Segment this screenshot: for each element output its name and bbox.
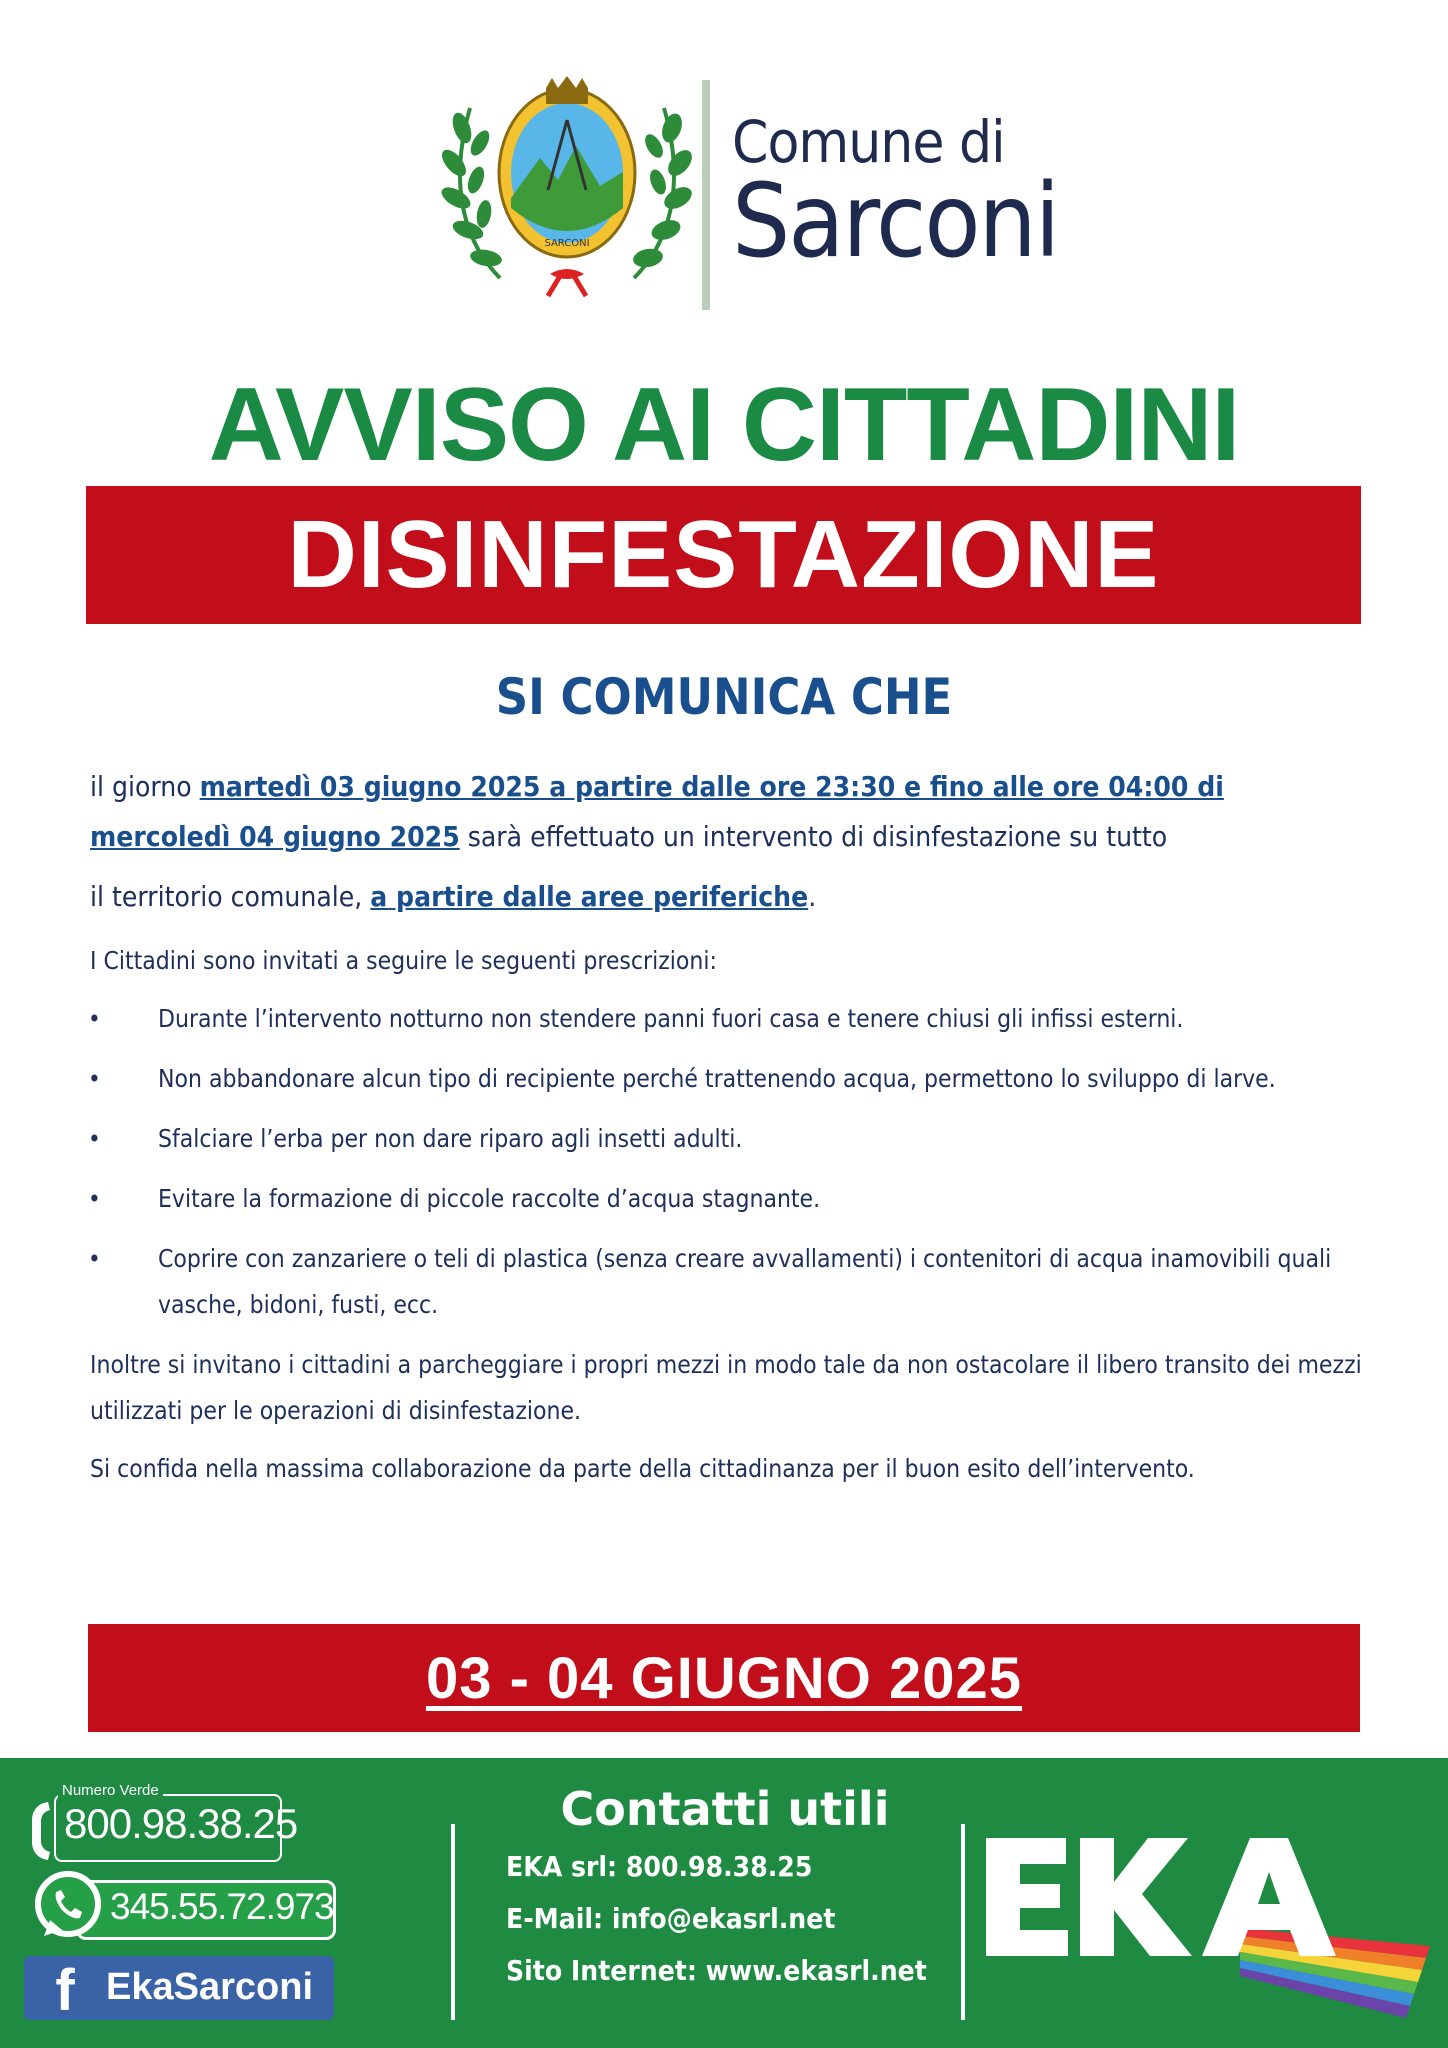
prescription-text: Evitare la formazione di piccole raccolte d’acqua stagnante. xyxy=(158,1184,821,1213)
prescription-text: Coprire con zanzariere o teli di plastica (senza creare avvallamenti) i contenitori di acqua inamovibili quali vasche, bidoni, fusti, ecc. xyxy=(158,1244,1332,1319)
bullet: • xyxy=(88,1065,101,1093)
eka-logo-text: EKA xyxy=(970,1818,972,1819)
prescriptions-list xyxy=(90,996,1370,1328)
crest-text: SARCONI xyxy=(544,238,590,249)
phone-icon xyxy=(26,1798,56,1864)
contact-phone[interactable]: EKA srl: 800.98.38.25 xyxy=(506,1850,813,1883)
toll-free-label: Numero Verde xyxy=(58,1782,163,1799)
intro-text-1: il giorno xyxy=(90,770,192,803)
toll-free-number[interactable]: 800.98.38.25 xyxy=(64,1800,298,1847)
eka-logo xyxy=(970,1818,1440,2018)
intro-text-2: sarà effettuato un intervento di disinfestazione su tutto xyxy=(467,820,1168,853)
intro-text-4: . xyxy=(808,880,817,913)
whatsapp-icon xyxy=(32,1866,104,1944)
subtitle: SI COMUNICA CHE xyxy=(495,668,953,726)
municipality-name: Sarconi xyxy=(732,162,1059,281)
date-banner-label: 03 - 04 GIUGNO 2025 xyxy=(425,1645,1023,1711)
intro-text-3: il territorio comunale, xyxy=(90,880,363,913)
facebook-page[interactable]: EkaSarconi xyxy=(106,1966,313,2008)
bullet: • xyxy=(88,1125,101,1153)
contacts-title: Contatti utili xyxy=(560,1782,890,1836)
banner-label: DISINFESTAZIONE xyxy=(287,501,1160,608)
prescription-text: Durante l’intervento notturno non stendere panni fuori casa e tenere chiusi gli infissi esterni. xyxy=(158,1004,1184,1033)
facebook-icon: f xyxy=(55,1958,75,2023)
comune-di-label: Comune di xyxy=(732,108,1005,176)
contact-website[interactable]: Sito Internet: www.ekasrl.net xyxy=(506,1954,927,1987)
bullet: • xyxy=(88,1185,101,1213)
notice-body xyxy=(90,762,1370,1504)
list-item xyxy=(90,1056,1370,1102)
list-item xyxy=(90,1176,1370,1222)
prescription-text: Sfalciare l’erba per non dare riparo agli insetti adulti. xyxy=(158,1124,743,1153)
footer-divider-right xyxy=(961,1824,965,2020)
bullet: • xyxy=(88,1245,101,1273)
header-divider xyxy=(702,80,710,310)
closing-text: Si confida nella massima collaborazione da parte della cittadinanza per il buon esito dell’intervento. xyxy=(90,1454,1195,1483)
list-item xyxy=(90,996,1370,1042)
contact-email[interactable]: E-Mail: info@ekasrl.net xyxy=(506,1902,836,1935)
date-banner xyxy=(88,1624,1360,1732)
footer xyxy=(0,1758,1448,2048)
intervention-area: a partire dalle aree periferiche xyxy=(370,880,809,913)
parking-text: Inoltre si invitano i cittadini a parcheggiare i propri mezzi in modo tale da non ostacolare il libero transito dei mezzi utilizzati per le operazioni di disinfestazione. xyxy=(90,1350,1362,1425)
list-item xyxy=(90,1116,1370,1162)
list-item xyxy=(90,1236,1370,1328)
bullet: • xyxy=(88,1005,101,1033)
prescription-text: Non abbandonare alcun tipo di recipiente perché trattenendo acqua, permettono lo sviluppo di larve. xyxy=(158,1064,1276,1093)
page-title: AVVISO AI CITTADINI xyxy=(208,367,1240,483)
sarconi-crest-logo xyxy=(440,68,694,300)
intervention-date-range: martedì 03 giugno 2025 a partire dalle ore 23:30 e fino alle ore 04:00 di mercoledì 04 giugno 2025 xyxy=(90,770,1224,853)
intro-paragraph xyxy=(90,762,1370,862)
disinfestation-banner xyxy=(86,486,1361,624)
footer-divider-left xyxy=(451,1824,455,2020)
invite-text: I Cittadini sono invitati a seguire le seguenti prescrizioni: xyxy=(90,946,717,975)
whatsapp-number[interactable]: 345.55.72.973 xyxy=(110,1886,334,1927)
intro-paragraph-2 xyxy=(90,872,1370,922)
